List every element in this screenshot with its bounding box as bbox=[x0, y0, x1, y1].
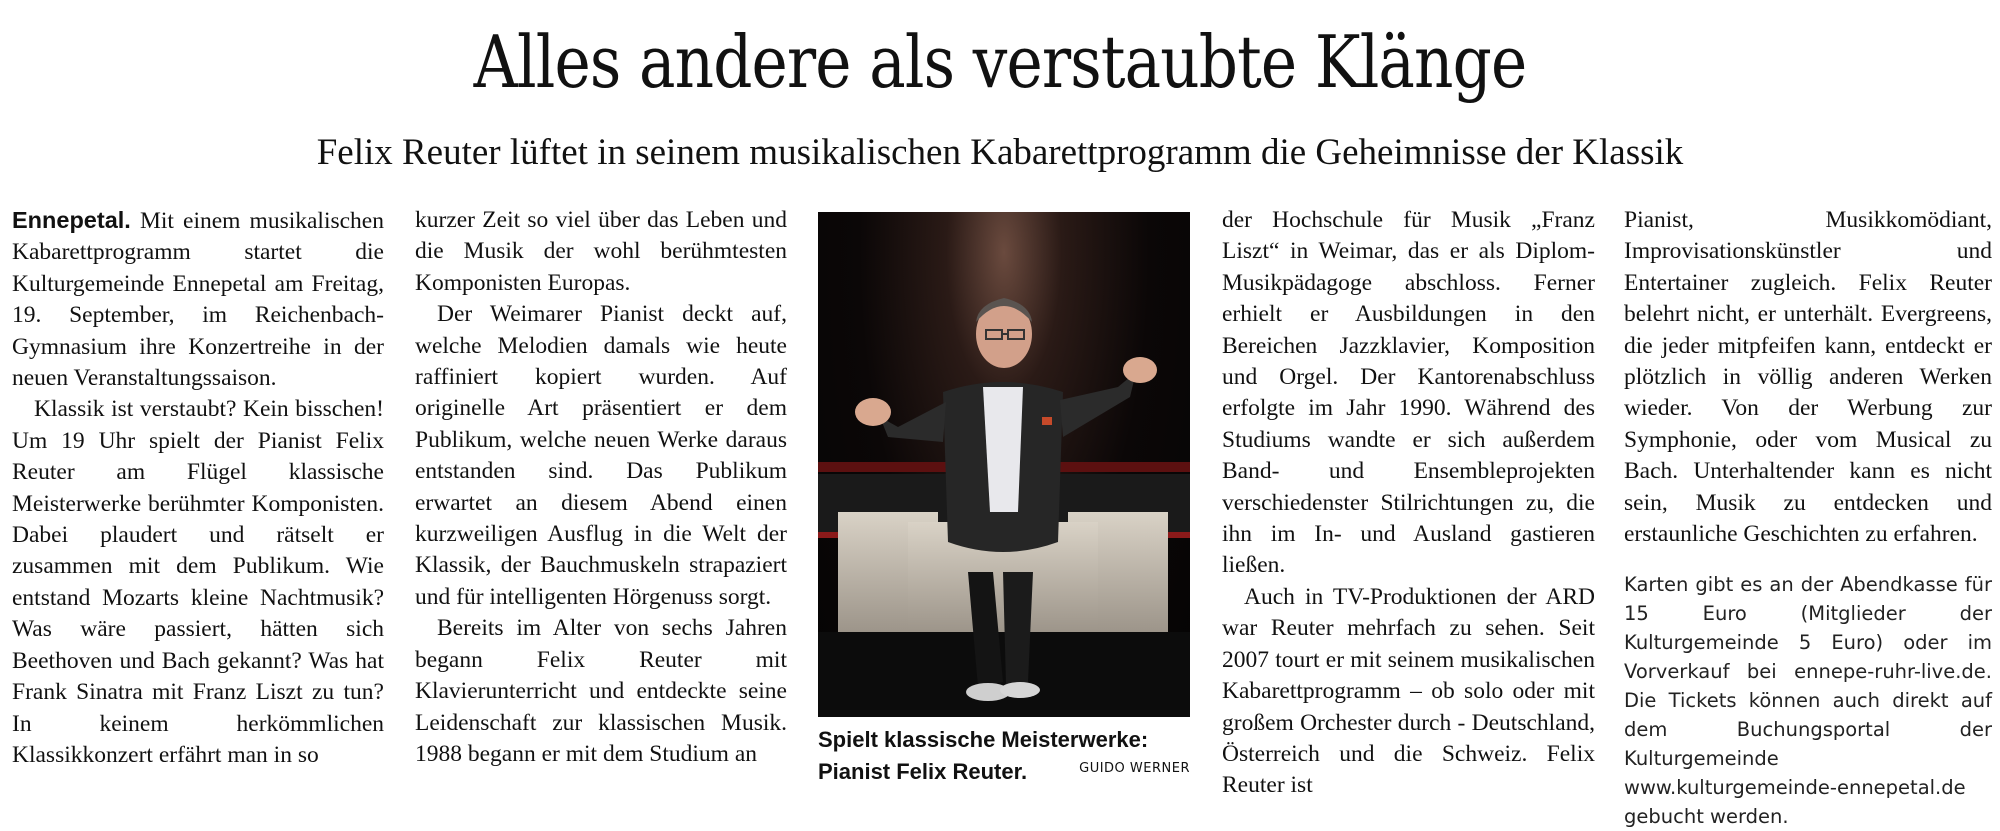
caption-line: Spielt klassische Meisterwerke: bbox=[818, 727, 1149, 752]
paragraph: Der Weimarer Pianist deckt auf, welche Melodien damals wie heute raffiniert kopiert wurden. Auf originelle Art präsentiert er dem Publikum, welche neuen Werke daraus entstanden sind. Das Publikum erwartet an diesem Abend einen kurzweiligen Ausflug in die Welt der Klassik, der Bauchmuskeln strapaziert und für intelligenten Hörgenuss sorgt. bbox=[415, 301, 787, 610]
article-column-5 bbox=[1624, 205, 1992, 831]
article-column-2 bbox=[415, 205, 787, 770]
paragraph: Auch in TV-Produktionen der ARD war Reuter mehrfach zu sehen. Seit 2007 tourt er mit seinem musikalischen Kabarettprogramm – ob solo oder mit großem Orchester durch - Deutschland, Österreich und die Schweiz. Felix Reuter ist bbox=[1222, 583, 1595, 799]
dateline: Ennepetal. bbox=[12, 207, 131, 233]
photo-caption bbox=[818, 724, 1190, 788]
paragraph: Klassik ist verstaubt? Kein bisschen! Um 19 Uhr spielt der Pianist Felix Reuter am Flügel klassische Meisterwerke berühmter Komponisten. Dabei plaudert und rätselt er zusammen mit dem Publikum. Wie entstand Mozarts kleine Nachtmusik? Was wäre passiert, hätten sich Beethoven und Bach gekannt? Was hat Frank Sinatra mit Franz Liszt zu tun? In keinem herkömmlichen Klassikkonzert erfährt man in so bbox=[12, 396, 384, 768]
ticket-info-box: Karten gibt es an der Abendkasse für 15 Euro (Mitglieder der Kulturgemeinde 5 Euro) oder im Vorverkauf bei ennepe-ruhr-live.de. Die Tickets können auch direkt auf dem Buchungsportal der Kulturgemeinde www.kulturgemeinde-ennepetal.de gebucht werden. bbox=[1624, 573, 1992, 829]
headline: Alles andere als verstaubte Klänge bbox=[473, 20, 1527, 104]
paragraph-text: Mit einem musikalischen Kabarettprogramm startet die Kulturgemeinde Ennepetal am Freitag, 19. September, im Reichenbach-Gymnasium ihre Konzertreihe in der neuen Veranstaltungssaison. bbox=[12, 208, 384, 392]
photo-credit: GUIDO WERNER bbox=[1079, 761, 1190, 776]
subheadline: Felix Reuter lüftet in seinem musikalischen Kabarettprogramm die Geheimnisse der Klassik bbox=[316, 132, 1684, 173]
paragraph: kurzer Zeit so viel über das Leben und die Musik der wohl berühmtesten Komponisten Europas. bbox=[415, 207, 787, 296]
article-column-4 bbox=[1222, 205, 1595, 802]
caption-line: Pianist Felix Reuter. bbox=[818, 759, 1028, 784]
paragraph: der Hochschule für Musik „Franz Liszt“ in Weimar, das er als Diplom-Musikpädagoge abschloss. Ferner erhielt er Ausbildungen in den Bereichen Jazzklavier, Komposition und Orgel. Der Kantorenabschluss erfolgte im Jahr 1990. Während des Studiums wandte er sich außerdem Band- und Ensembleprojekten verschiedenster Stilrichtungen zu, die ihn im In- und Ausland gastieren ließen. bbox=[1222, 207, 1595, 579]
article-column-1 bbox=[12, 205, 384, 771]
article-photo bbox=[818, 212, 1190, 717]
paragraph: Pianist, Musikkomödiant, Improvisationskünstler und Entertainer zugleich. Felix Reuter belehrt nicht, er unterhält. Evergreens, die jeder mitpfeifen kann, entdeckt er plötzlich in völlig anderen Werken wieder. Von der Werbung zur Symphonie, oder vom Musical zu Bach. Unterhaltender kann es nicht sein, Musik zu entdecken und erstaunliche Geschichten zu erfahren. bbox=[1624, 207, 1992, 548]
paragraph: Bereits im Alter von sechs Jahren begann Felix Reuter mit Klavierunterricht und entdeckte seine Leidenschaft zur klassischen Musik. 1988 begann er mit dem Studium an bbox=[415, 615, 787, 767]
paragraph bbox=[12, 205, 384, 394]
pianist-photo-illustration bbox=[818, 212, 1190, 717]
